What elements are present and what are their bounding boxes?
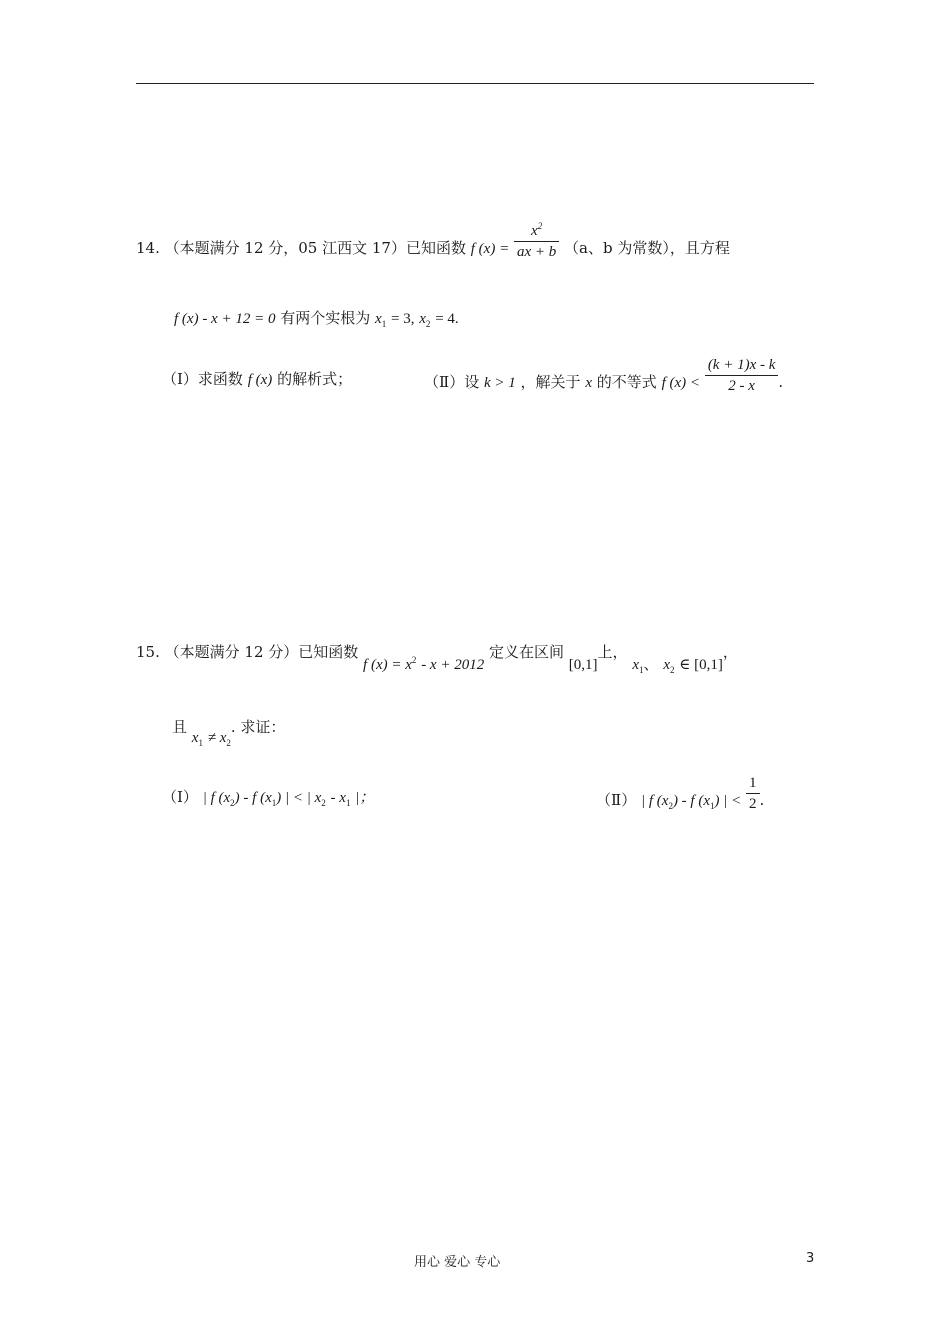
q15-and-text: 且 xyxy=(172,718,188,736)
q15-func-sup: 2 xyxy=(411,655,417,665)
q14-part1-prefix: （Ⅰ）求函数 xyxy=(162,370,243,388)
q14-part-2 xyxy=(424,357,784,394)
q15-comma: ， xyxy=(722,643,738,661)
q14-x1-value: = 3, xyxy=(391,311,415,327)
q15-part2-expr-a: | f (x xyxy=(640,793,669,809)
q15-header: （本题满分 12 分）已知函数 xyxy=(164,643,359,661)
q15-x1: x xyxy=(632,657,640,673)
q14-part2-prefix: （Ⅱ）设 xyxy=(424,373,480,391)
q15-part2-num: 1 xyxy=(746,776,760,794)
q14-number: 14. xyxy=(136,239,160,257)
q15-part1-sub-b: 1 xyxy=(271,798,277,808)
q15-func-tail: - x + 2012 xyxy=(421,657,485,673)
q15-part1-sub-a: 2 xyxy=(230,798,235,808)
q15-part-1 xyxy=(162,790,374,806)
q15-part1-sub-c: 2 xyxy=(321,798,326,808)
q15-part2-sub-b: 1 xyxy=(710,801,715,811)
q15-prove-text: . 求证： xyxy=(230,718,286,736)
q14-line-1 xyxy=(136,221,730,260)
q14-frac-den: ax + b xyxy=(516,244,557,260)
footer-center-text: 用心 爱心 专心 xyxy=(414,1255,501,1270)
q15-x2-sub: 2 xyxy=(669,665,675,675)
q14-x1-sub: 1 xyxy=(381,319,387,329)
q15-on-text: 上， xyxy=(597,643,628,661)
q15-neq-x2-sub: 2 xyxy=(226,738,231,748)
q14-x2: x xyxy=(419,311,426,327)
q14-part2-mid: ，解关于 xyxy=(520,373,581,391)
q14-part2-mid2: 的不等式 xyxy=(596,373,657,391)
q15-part2-expr-b: ) - f (x xyxy=(672,793,710,809)
q14-x2-value: = 4. xyxy=(435,311,459,327)
q15-part-2 xyxy=(596,775,765,812)
q15-part1-expr-a: | f (x xyxy=(202,790,231,806)
q14-frac-num: x xyxy=(531,223,538,239)
q14-roots-label: 有两个实根为 xyxy=(280,309,371,327)
q15-part1-expr-e: |； xyxy=(355,790,375,806)
q14-part2-x: x xyxy=(585,375,593,391)
q14-part2-fraction xyxy=(705,358,779,394)
q15-part1-sub-d: 1 xyxy=(345,798,351,808)
q14-part2-ineq-lhs: f (x) < xyxy=(661,375,701,391)
q15-part2-end: . xyxy=(759,791,765,809)
q14-line-2 xyxy=(174,311,459,327)
q14-x1: x xyxy=(375,311,382,327)
q14-fx-lhs: f (x) = xyxy=(470,241,510,257)
q15-in-interval: ∈ [0,1] xyxy=(679,657,723,673)
q14-fraction xyxy=(514,221,559,260)
header-rule xyxy=(136,83,814,84)
q15-defined-on: 定义在区间 xyxy=(489,643,565,661)
q14-after-frac: （a、b 为常数），且方程 xyxy=(564,239,730,257)
q15-interval: [0,1] xyxy=(568,657,598,673)
q15-part2-den: 2 xyxy=(749,796,757,812)
q14-frac-num-sup: 2 xyxy=(537,221,543,231)
q14-x2-sub: 2 xyxy=(425,319,431,329)
q14-part2-num: (k + 1)x - k xyxy=(705,358,779,376)
q14-part2-k: k > 1 xyxy=(483,375,516,391)
q15-part2-sub-a: 2 xyxy=(668,801,673,811)
q15-line-2 xyxy=(172,718,286,748)
q15-sep: 、 xyxy=(643,655,659,673)
q15-x1-sub: 1 xyxy=(639,665,644,675)
q15-neq-sym: ≠ x xyxy=(207,730,227,746)
q15-part1-expr-b: ) - f (x xyxy=(234,790,272,806)
q15-part2-prefix: （Ⅱ） xyxy=(596,791,637,809)
q14-part-1 xyxy=(162,372,352,388)
q15-part2-expr-c: ) | < xyxy=(714,793,742,809)
q15-number: 15. xyxy=(136,643,160,661)
q14-part1-fx: f (x) xyxy=(247,372,273,388)
q15-neq-x1-sub: 1 xyxy=(198,738,203,748)
q15-x2: x xyxy=(663,657,670,673)
q15-func: f (x) = x xyxy=(363,657,412,673)
q14-part1-suffix: 的解析式； xyxy=(277,370,353,388)
q15-line-1 xyxy=(136,643,738,675)
q15-neq-x1: x xyxy=(191,730,199,746)
q15-part1-expr-c: ) | < | x xyxy=(276,790,322,806)
q14-header: （本题满分 12 分，05 江西文 17）已知函数 xyxy=(164,239,466,257)
q14-equation: f (x) - x + 12 = 0 xyxy=(174,311,276,327)
q15-part1-prefix: （Ⅰ） xyxy=(162,788,198,806)
q15-part2-fraction xyxy=(746,776,760,812)
q14-part2-den: 2 - x xyxy=(728,378,755,394)
page-number: 3 xyxy=(806,1251,815,1266)
q15-part1-expr-d: - x xyxy=(330,790,346,806)
q14-part2-end: . xyxy=(778,373,784,391)
